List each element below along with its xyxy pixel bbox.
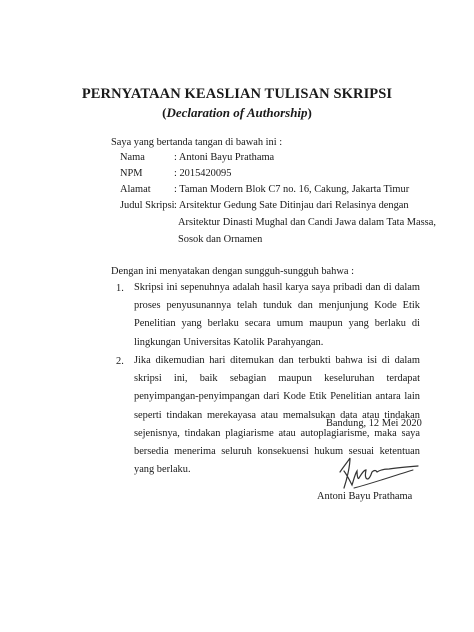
place-date: Bandung, 12 Mei 2020 <box>326 418 422 429</box>
item-number-1: 1. <box>116 283 124 294</box>
document-title: PERNYATAAN KEASLIAN TULISAN SKRIPSI <box>81 86 393 102</box>
field-value-judul-line3: Sosok dan Ornamen <box>178 234 263 245</box>
field-value-npm: : 2015420095 <box>174 168 232 179</box>
field-label-judul: Judul Skripsi <box>120 200 175 211</box>
intro-line: Saya yang bertanda tangan di bawah ini : <box>111 137 283 148</box>
field-label-npm: NPM <box>120 168 143 179</box>
field-label-alamat: Alamat <box>120 184 151 195</box>
statement-item-1: Skripsi ini sepenuhnya adalah hasil karya saya pribadi dan di dalam proses penyusunannya telah tunduk dan menjunjung Kode Etik Penelitian yang berlaku secara umum maupun yang berlaku di lingkungan Universitas Katolik Parahyangan. <box>134 282 420 348</box>
document-subtitle <box>0 105 474 121</box>
field-label-nama: Nama <box>120 152 145 163</box>
field-value-nama: : Antoni Bayu Prathama <box>174 152 275 163</box>
field-value-judul-line2: Arsitektur Dinasti Mughal dan Candi Jawa dalam Tata Massa, <box>178 217 436 228</box>
statement-item-2: Jika dikemudian hari ditemukan dan terbukti bahwa isi di dalam skripsi ini, baik sebagian maupun keseluruhan terdapat penyimpangan-penyimpangan dari Kode Etik Penelitian antara lain seperti tindakan merekayasa atau memalsukan data atau tindakan sejenisnya, tindakan plagiarisme atau autoplagiarisme, maka saya bersedia menerima seluruh konsekuensi hukum sesuai ketentuan yang berlaku. <box>134 355 420 476</box>
statement-intro: Dengan ini menyatakan dengan sungguh-sungguh bahwa : <box>111 266 354 277</box>
signer-name: Antoni Bayu Prathama <box>317 491 413 502</box>
subtitle-open-paren: ( <box>162 105 167 120</box>
field-value-alamat: : Taman Modern Blok C7 no. 16, Cakung, Jakarta Timur <box>174 184 410 195</box>
item-number-2: 2. <box>116 356 124 367</box>
field-value-judul: : Arsitektur Gedung Sate Ditinjau dari Relasinya dengan <box>174 200 409 211</box>
subtitle-italic-text: Declaration of Authorship <box>166 105 308 120</box>
subtitle-close-paren: ) <box>307 105 312 120</box>
